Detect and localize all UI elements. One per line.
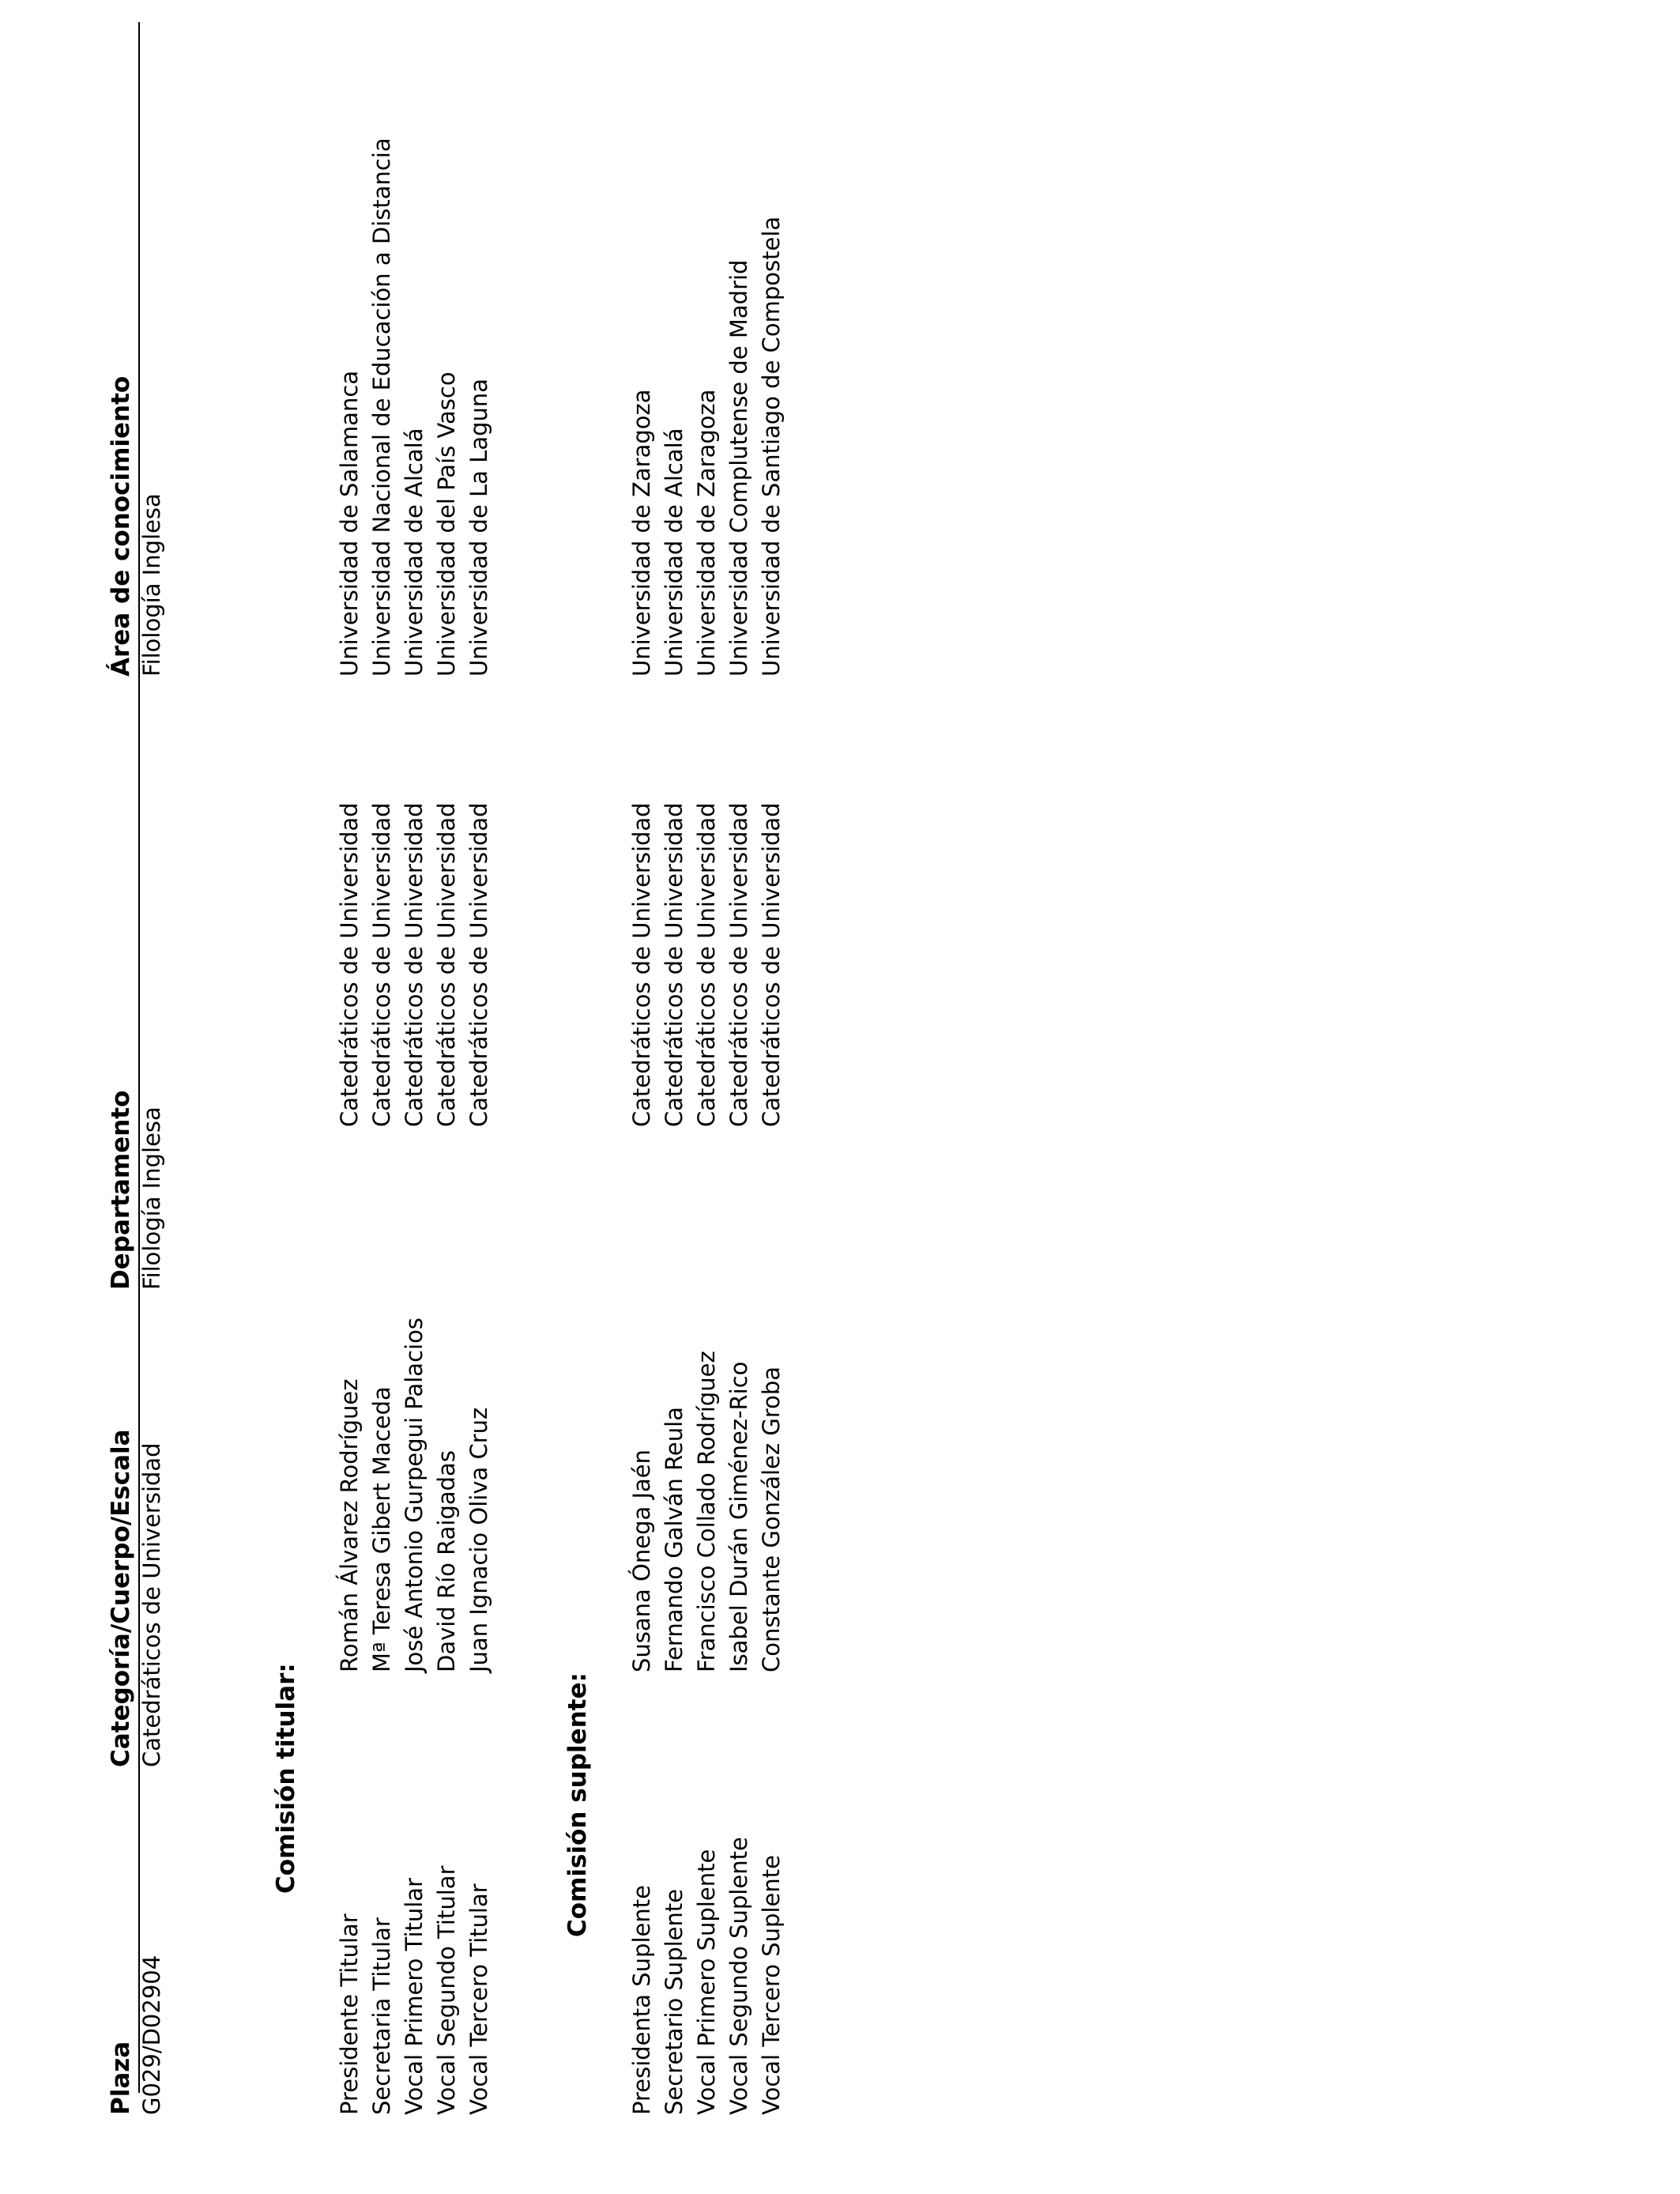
- member-university: Universidad de Zaragoza: [628, 389, 655, 677]
- member-category: Catedráticos de Universidad: [661, 802, 687, 1127]
- member-name: Isabel Durán Giménez-Rico: [725, 1361, 752, 1672]
- member-role: Vocal Primero Titular: [401, 1878, 428, 2115]
- member-category: Catedráticos de Universidad: [465, 802, 492, 1127]
- member-name: Francisco Collado Rodríguez: [693, 1351, 720, 1672]
- member-university: Universidad de Alcalá: [401, 428, 428, 677]
- member-university: Universidad Complutense de Madrid: [725, 259, 752, 677]
- member-category: Catedráticos de Universidad: [693, 802, 720, 1127]
- member-name: Constante González Groba: [758, 1366, 785, 1672]
- member-role: Secretaria Titular: [368, 1917, 395, 2115]
- member-name: Juan Ignacio Oliva Cruz: [465, 1407, 492, 1672]
- member-role: Presidenta Suplente: [628, 1885, 655, 2115]
- cell-categoria: Catedráticos de Universidad: [138, 1442, 165, 1767]
- member-category: Catedráticos de Universidad: [628, 802, 655, 1127]
- member-university: Universidad Nacional de Educación a Distancia: [368, 138, 395, 677]
- header-plaza: Plaza: [107, 2041, 135, 2115]
- header-departamento: Departamento: [107, 1090, 135, 1290]
- header-rule: [138, 22, 140, 2093]
- member-university: Universidad de Alcalá: [661, 428, 687, 677]
- member-role: Vocal Tercero Titular: [465, 1883, 492, 2115]
- comision-titular-heading: Comisión titular:: [272, 1663, 300, 1894]
- comision-suplente-heading: Comisión suplente:: [563, 1672, 592, 1937]
- member-role: Secretario Suplente: [661, 1888, 687, 2115]
- member-category: Catedráticos de Universidad: [725, 802, 752, 1127]
- member-category: Catedráticos de Universidad: [433, 802, 460, 1127]
- member-role: Vocal Primero Suplente: [693, 1849, 720, 2115]
- member-role: Presidente Titular: [336, 1913, 363, 2115]
- member-university: Universidad de Salamanca: [336, 370, 363, 677]
- member-university: Universidad de La Laguna: [465, 378, 492, 677]
- header-area: Área de conocimiento: [107, 375, 135, 677]
- member-role: Vocal Segundo Suplente: [725, 1837, 752, 2115]
- cell-plaza: G029/D02904: [138, 1955, 165, 2115]
- member-name: Mª Teresa Gibert Maceda: [368, 1386, 395, 1672]
- header-categoria: Categoría/Cuerpo/Escala: [107, 1429, 135, 1767]
- member-university: Universidad de Santiago de Compostela: [758, 216, 785, 677]
- member-category: Catedráticos de Universidad: [401, 802, 428, 1127]
- member-name: David Río Raigadas: [433, 1450, 460, 1672]
- member-category: Catedráticos de Universidad: [368, 802, 395, 1127]
- member-name: Fernando Galván Reula: [661, 1407, 687, 1672]
- member-university: Universidad del País Vasco: [433, 371, 460, 677]
- member-university: Universidad de Zaragoza: [693, 389, 720, 677]
- member-category: Catedráticos de Universidad: [758, 802, 785, 1127]
- member-role: Vocal Tercero Suplente: [758, 1855, 785, 2115]
- cell-departamento: Filología Inglesa: [138, 1106, 165, 1290]
- member-name: Susana Ónega Jaén: [628, 1449, 655, 1672]
- cell-area: Filología Inglesa: [138, 493, 165, 677]
- member-role: Vocal Segundo Titular: [433, 1865, 460, 2115]
- member-name: José Antonio Gurpegui Palacios: [401, 1318, 428, 1672]
- member-category: Catedráticos de Universidad: [336, 802, 363, 1127]
- member-name: Román Álvarez Rodríguez: [336, 1378, 363, 1672]
